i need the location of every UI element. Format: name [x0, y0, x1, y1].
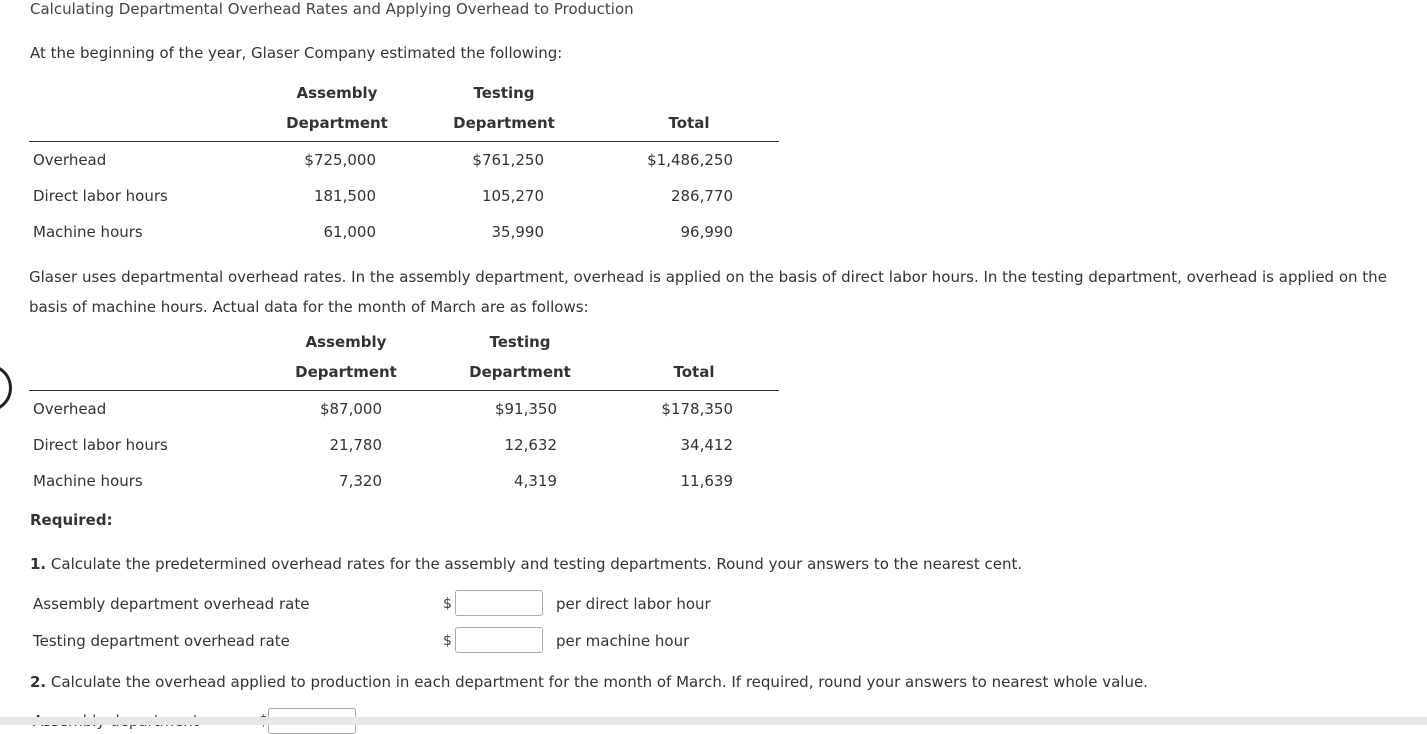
cell-assembly: 181,500: [313, 187, 376, 205]
t1-header-total: Total: [668, 114, 710, 132]
t1-header-testing-line2: Department: [453, 114, 555, 132]
row-label: Overhead: [33, 400, 107, 418]
row-label: Machine hours: [33, 472, 143, 490]
bottom-scroll-bar: [0, 717, 1427, 725]
question-2: [30, 673, 1148, 691]
t2-header-testing-line1: Testing: [489, 333, 551, 351]
cell-testing: 4,319: [514, 472, 557, 490]
cell-testing: $91,350: [494, 400, 557, 418]
cell-total: $1,486,250: [647, 151, 733, 169]
answer-unit: per machine hour: [556, 632, 690, 650]
t1-header-assembly-line2: Department: [286, 114, 388, 132]
t1-header-testing-line1: Testing: [473, 84, 535, 102]
cell-total: 11,639: [680, 472, 733, 490]
answer-unit: per direct labor hour: [556, 595, 711, 613]
answer-label: Testing department overhead rate: [33, 632, 290, 650]
cell-assembly: 21,780: [329, 436, 382, 454]
cell-total: 34,412: [680, 436, 733, 454]
row-label: Direct labor hours: [33, 436, 168, 454]
t2-header-assembly-line2: Department: [295, 363, 397, 381]
cell-testing: 12,632: [504, 436, 557, 454]
t2-header-rule: [29, 390, 779, 391]
question-text: Calculate the predetermined overhead rates for the assembly and testing departments. Round your answers to the nearest cent.: [50, 555, 1023, 573]
testing-rate-input[interactable]: [455, 627, 543, 653]
cell-total: 286,770: [670, 187, 733, 205]
intro-text: At the beginning of the year, Glaser Company estimated the following:: [30, 44, 563, 62]
cell-assembly: $87,000: [319, 400, 382, 418]
estimated-data-table: [29, 80, 779, 250]
assembly-rate-input[interactable]: [455, 590, 543, 616]
cell-testing: 105,270: [481, 187, 544, 205]
cell-total: $178,350: [661, 400, 733, 418]
cell-testing: 35,990: [491, 223, 544, 241]
currency-symbol: $: [443, 633, 452, 649]
question-number: 2.: [30, 673, 47, 691]
row-label: Machine hours: [33, 223, 143, 241]
row-label: Direct labor hours: [33, 187, 168, 205]
cell-assembly: $725,000: [304, 151, 376, 169]
row-label: Overhead: [33, 151, 107, 169]
question-number: 1.: [30, 555, 47, 573]
cell-assembly: 61,000: [323, 223, 376, 241]
t1-header-rule: [29, 141, 779, 142]
page-title: Calculating Departmental Overhead Rates and Applying Overhead to Production: [30, 0, 634, 18]
t2-header-testing-line2: Department: [469, 363, 571, 381]
scroll-indicator-icon: [0, 364, 12, 412]
question-text: Calculate the overhead applied to production in each department for the month of March. If required, round your answers to nearest whole value.: [50, 673, 1148, 691]
t2-header-total: Total: [673, 363, 715, 381]
cell-total: 96,990: [680, 223, 733, 241]
question-1: [30, 555, 1022, 573]
required-heading: Required:: [30, 511, 113, 529]
t2-header-assembly-line1: Assembly: [305, 333, 387, 351]
currency-symbol: $: [443, 596, 452, 612]
cell-assembly: 7,320: [339, 472, 382, 490]
t1-header-assembly-line1: Assembly: [296, 84, 378, 102]
cell-testing: $761,250: [472, 151, 544, 169]
method-paragraph: Glaser uses departmental overhead rates. In the assembly department, overhead is applied on the basis of direct labor hours. In the testing department, overhead is applied on the basis of machine hours. Actual data for the month of March are as follows:: [29, 268, 1387, 316]
actual-data-table: [29, 329, 779, 499]
answer-label: Assembly department overhead rate: [33, 595, 310, 613]
